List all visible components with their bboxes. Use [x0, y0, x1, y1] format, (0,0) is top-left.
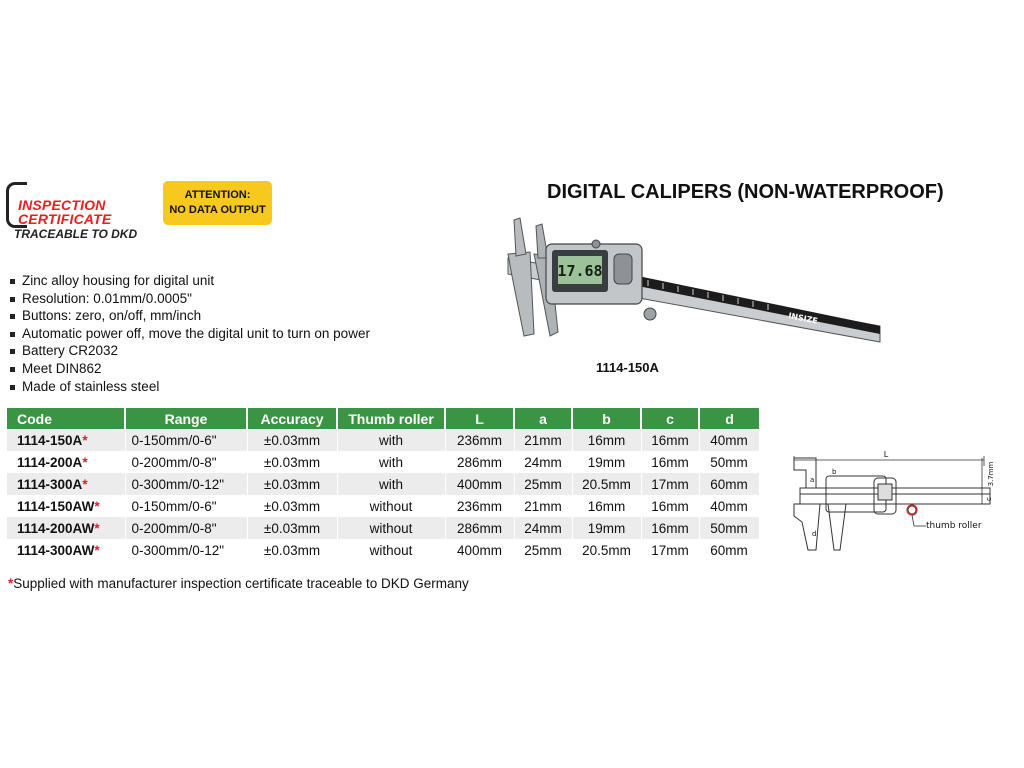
cell-b: 19mm: [572, 517, 641, 539]
product-code: 1114-300AW: [17, 542, 95, 558]
cell-accuracy: ±0.03mm: [247, 451, 337, 473]
header-range: Range: [125, 408, 247, 429]
cell-b: 20.5mm: [572, 473, 641, 495]
footnote-text: Supplied with manufacturer inspection certificate traceable to DKD Germany: [13, 576, 469, 591]
table-row: [7, 429, 759, 451]
cell-a: 24mm: [514, 451, 572, 473]
cell-L: 236mm: [445, 429, 514, 451]
table-body: [7, 429, 759, 561]
cell-b: 19mm: [572, 451, 641, 473]
cell-thumb-roller: without: [337, 539, 445, 561]
cell-d: 60mm: [699, 473, 759, 495]
header-b: b: [572, 408, 641, 429]
certificate-star: *: [94, 542, 100, 558]
cell-thumb-roller: without: [337, 495, 445, 517]
product-code: 1114-200A: [17, 454, 83, 470]
cell-code: [7, 517, 125, 539]
footnote-star: *: [8, 576, 14, 591]
cell-range: 0-150mm/0-6": [125, 429, 247, 451]
cell-a: 21mm: [514, 429, 572, 451]
cell-a: 24mm: [514, 517, 572, 539]
table-row: [7, 495, 759, 517]
cell-code: [7, 429, 125, 451]
diagram-label-b: b: [832, 468, 837, 476]
cell-b: 16mm: [572, 429, 641, 451]
cell-d: 40mm: [699, 429, 759, 451]
cell-c: 16mm: [641, 517, 699, 539]
certificate-star: *: [94, 520, 100, 536]
cell-c: 17mm: [641, 473, 699, 495]
cell-L: 236mm: [445, 495, 514, 517]
table-header-row: [7, 408, 759, 429]
certificate-line-1: INSPECTION: [18, 197, 106, 213]
cell-d: 50mm: [699, 451, 759, 473]
attention-label: ATTENTION:: [184, 189, 251, 201]
header-thumb-roller: Thumb roller: [337, 408, 445, 429]
header-a: a: [514, 408, 572, 429]
certificate-star: *: [94, 498, 100, 514]
feature-list: [8, 272, 370, 395]
header-L: L: [445, 408, 514, 429]
cell-d: 50mm: [699, 517, 759, 539]
cell-L: 400mm: [445, 539, 514, 561]
product-code: 1114-150AW: [17, 498, 95, 514]
cell-a: 21mm: [514, 495, 572, 517]
cell-thumb-roller: with: [337, 451, 445, 473]
diagram-label-a: a: [810, 476, 815, 484]
caliper-brand-text: INSIZE: [787, 311, 819, 326]
cell-range: 0-150mm/0-6": [125, 495, 247, 517]
cell-code: [7, 473, 125, 495]
certificate-star: *: [82, 454, 88, 470]
header-code: Code: [7, 408, 125, 429]
product-code: 1114-150A: [17, 432, 83, 448]
cell-thumb-roller: with: [337, 473, 445, 495]
caliper-display-reading: 17.68: [557, 262, 603, 280]
cell-accuracy: ±0.03mm: [247, 473, 337, 495]
cell-a: 25mm: [514, 473, 572, 495]
certificate-star: *: [82, 476, 88, 492]
cell-d: 60mm: [699, 539, 759, 561]
certificate-star: *: [82, 432, 88, 448]
cell-thumb-roller: with: [337, 429, 445, 451]
diagram-thumb-roller-label: thumb roller: [926, 521, 982, 531]
attention-notice: [163, 181, 272, 225]
product-code: 1114-200AW: [17, 520, 95, 536]
cell-accuracy: ±0.03mm: [247, 495, 337, 517]
cell-d: 40mm: [699, 495, 759, 517]
table-row: [7, 517, 759, 539]
diagram-label-c: c: [985, 497, 993, 501]
cell-accuracy: ±0.03mm: [247, 517, 337, 539]
cell-code: [7, 539, 125, 561]
cell-thumb-roller: without: [337, 517, 445, 539]
certificate-traceable-text: TRACEABLE TO DKD: [14, 227, 138, 241]
caliper-image-caption: 1114-150A: [596, 360, 659, 375]
certificate-line-2: CERTIFICATE: [18, 211, 112, 227]
table-row: [7, 473, 759, 495]
header-c: c: [641, 408, 699, 429]
feature-item: Made of stainless steel: [8, 378, 370, 396]
cell-range: 0-200mm/0-8": [125, 451, 247, 473]
cell-L: 400mm: [445, 473, 514, 495]
cell-a: 25mm: [514, 539, 572, 561]
cell-b: 16mm: [572, 495, 641, 517]
product-code: 1114-300A: [17, 476, 83, 492]
page-title: DIGITAL CALIPERS (NON-WATERPROOF): [547, 181, 944, 203]
specification-table: [7, 408, 760, 561]
diagram-label-d: d: [812, 530, 817, 538]
cell-range: 0-300mm/0-12": [125, 539, 247, 561]
feature-item: Buttons: zero, on/off, mm/inch: [8, 307, 370, 325]
attention-message: NO DATA OUTPUT: [169, 204, 266, 216]
feature-item: Battery CR2032: [8, 342, 370, 360]
header-accuracy: Accuracy: [247, 408, 337, 429]
cell-code: [7, 495, 125, 517]
feature-item: Zinc alloy housing for digital unit: [8, 272, 370, 290]
cell-L: 286mm: [445, 517, 514, 539]
inspection-certificate-logo: [6, 182, 156, 244]
cell-range: 0-300mm/0-12": [125, 473, 247, 495]
cell-c: 16mm: [641, 451, 699, 473]
cell-c: 17mm: [641, 539, 699, 561]
diagram-label-3-7mm: 3.7mm: [987, 461, 995, 487]
table-row: [7, 451, 759, 473]
cell-accuracy: ±0.03mm: [247, 539, 337, 561]
dimension-diagram: [786, 446, 1016, 564]
cell-accuracy: ±0.03mm: [247, 429, 337, 451]
diagram-label-L: L: [883, 450, 889, 459]
feature-item: Meet DIN862: [8, 360, 370, 378]
cell-range: 0-200mm/0-8": [125, 517, 247, 539]
feature-item: Automatic power off, move the digital unit to turn on power: [8, 325, 370, 343]
cell-c: 16mm: [641, 495, 699, 517]
feature-item: Resolution: 0.01mm/0.0005": [8, 290, 370, 308]
certificate-footnote: [8, 576, 469, 591]
table-row: [7, 539, 759, 561]
cell-b: 20.5mm: [572, 539, 641, 561]
cell-L: 286mm: [445, 451, 514, 473]
header-d: d: [699, 408, 759, 429]
cell-c: 16mm: [641, 429, 699, 451]
digital-caliper-image: [488, 214, 888, 350]
cell-code: [7, 451, 125, 473]
